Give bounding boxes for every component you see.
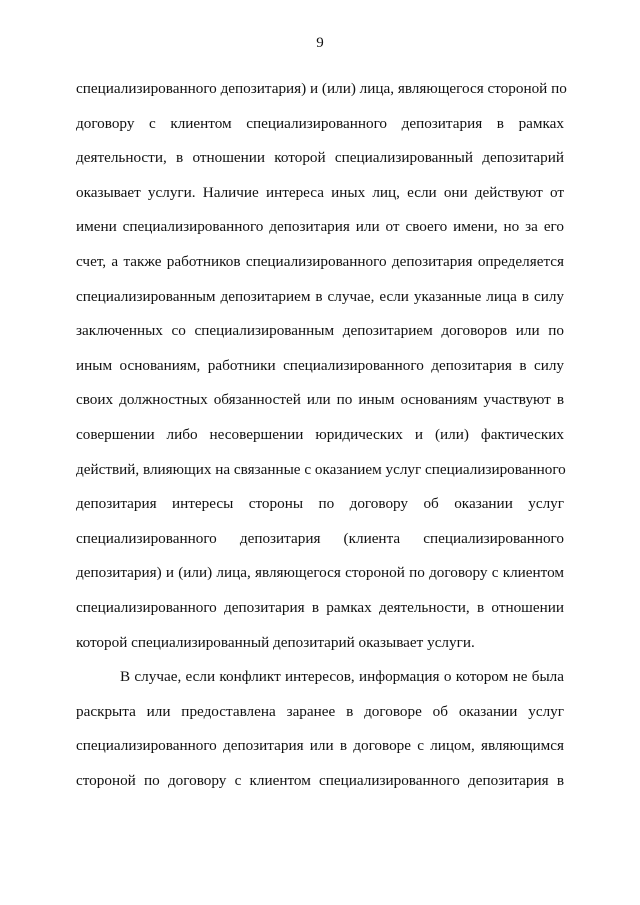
paragraph: [76, 72, 567, 660]
paragraph: [76, 660, 564, 798]
text-line: стороной по договору с клиентом специализированного депозитария в: [76, 771, 564, 789]
text-line: раскрыта или предоставлена заранее в договоре об оказании услуг: [76, 702, 564, 720]
text-line: специализированным депозитарием в случае, если указанные лица в силу: [76, 287, 564, 305]
text-line: оказывает услуги. Наличие интереса иных лиц, если они действуют от: [76, 183, 564, 201]
text-line: иным основаниям, работники специализированного депозитария в силу: [76, 356, 564, 374]
text-line: имени специализированного депозитария или от своего имени, но за его: [76, 218, 564, 236]
text-line: которой специализированный депозитарий оказывает услуги.: [76, 633, 475, 651]
text-line: счет, а также работников специализированного депозитария определяется: [76, 252, 564, 270]
text-line: В случае, если конфликт интересов, информация о котором не была: [120, 668, 564, 686]
text-line: договору с клиентом специализированного депозитария в рамках: [76, 114, 564, 132]
text-line: деятельности, в отношении которой специализированный депозитарий: [76, 149, 564, 167]
text-line: специализированного депозитария (клиента специализированного: [76, 529, 564, 547]
text-line: действий, влияющих на связанные с оказанием услуг специализированного: [76, 460, 566, 478]
text-line: специализированного депозитария в рамках деятельности, в отношении: [76, 598, 564, 616]
document-body: [76, 72, 567, 798]
text-line: депозитария) и (или) лица, являющегося стороной по договору с клиентом: [76, 564, 564, 582]
text-line: специализированного депозитария или в договоре с лицом, являющимся: [76, 737, 564, 755]
text-line: специализированного депозитария) и (или) лица, являющегося стороной по: [76, 80, 567, 97]
text-line: своих должностных обязанностей или по иным основаниям участвуют в: [76, 391, 564, 409]
page-number: 9: [316, 35, 324, 51]
text-line: депозитария интересы стороны по договору об оказании услуг: [76, 495, 564, 513]
text-line: совершении либо несовершении юридических и (или) фактических: [76, 425, 564, 443]
text-line: заключенных со специализированным депозитарием договоров или по: [76, 322, 564, 340]
